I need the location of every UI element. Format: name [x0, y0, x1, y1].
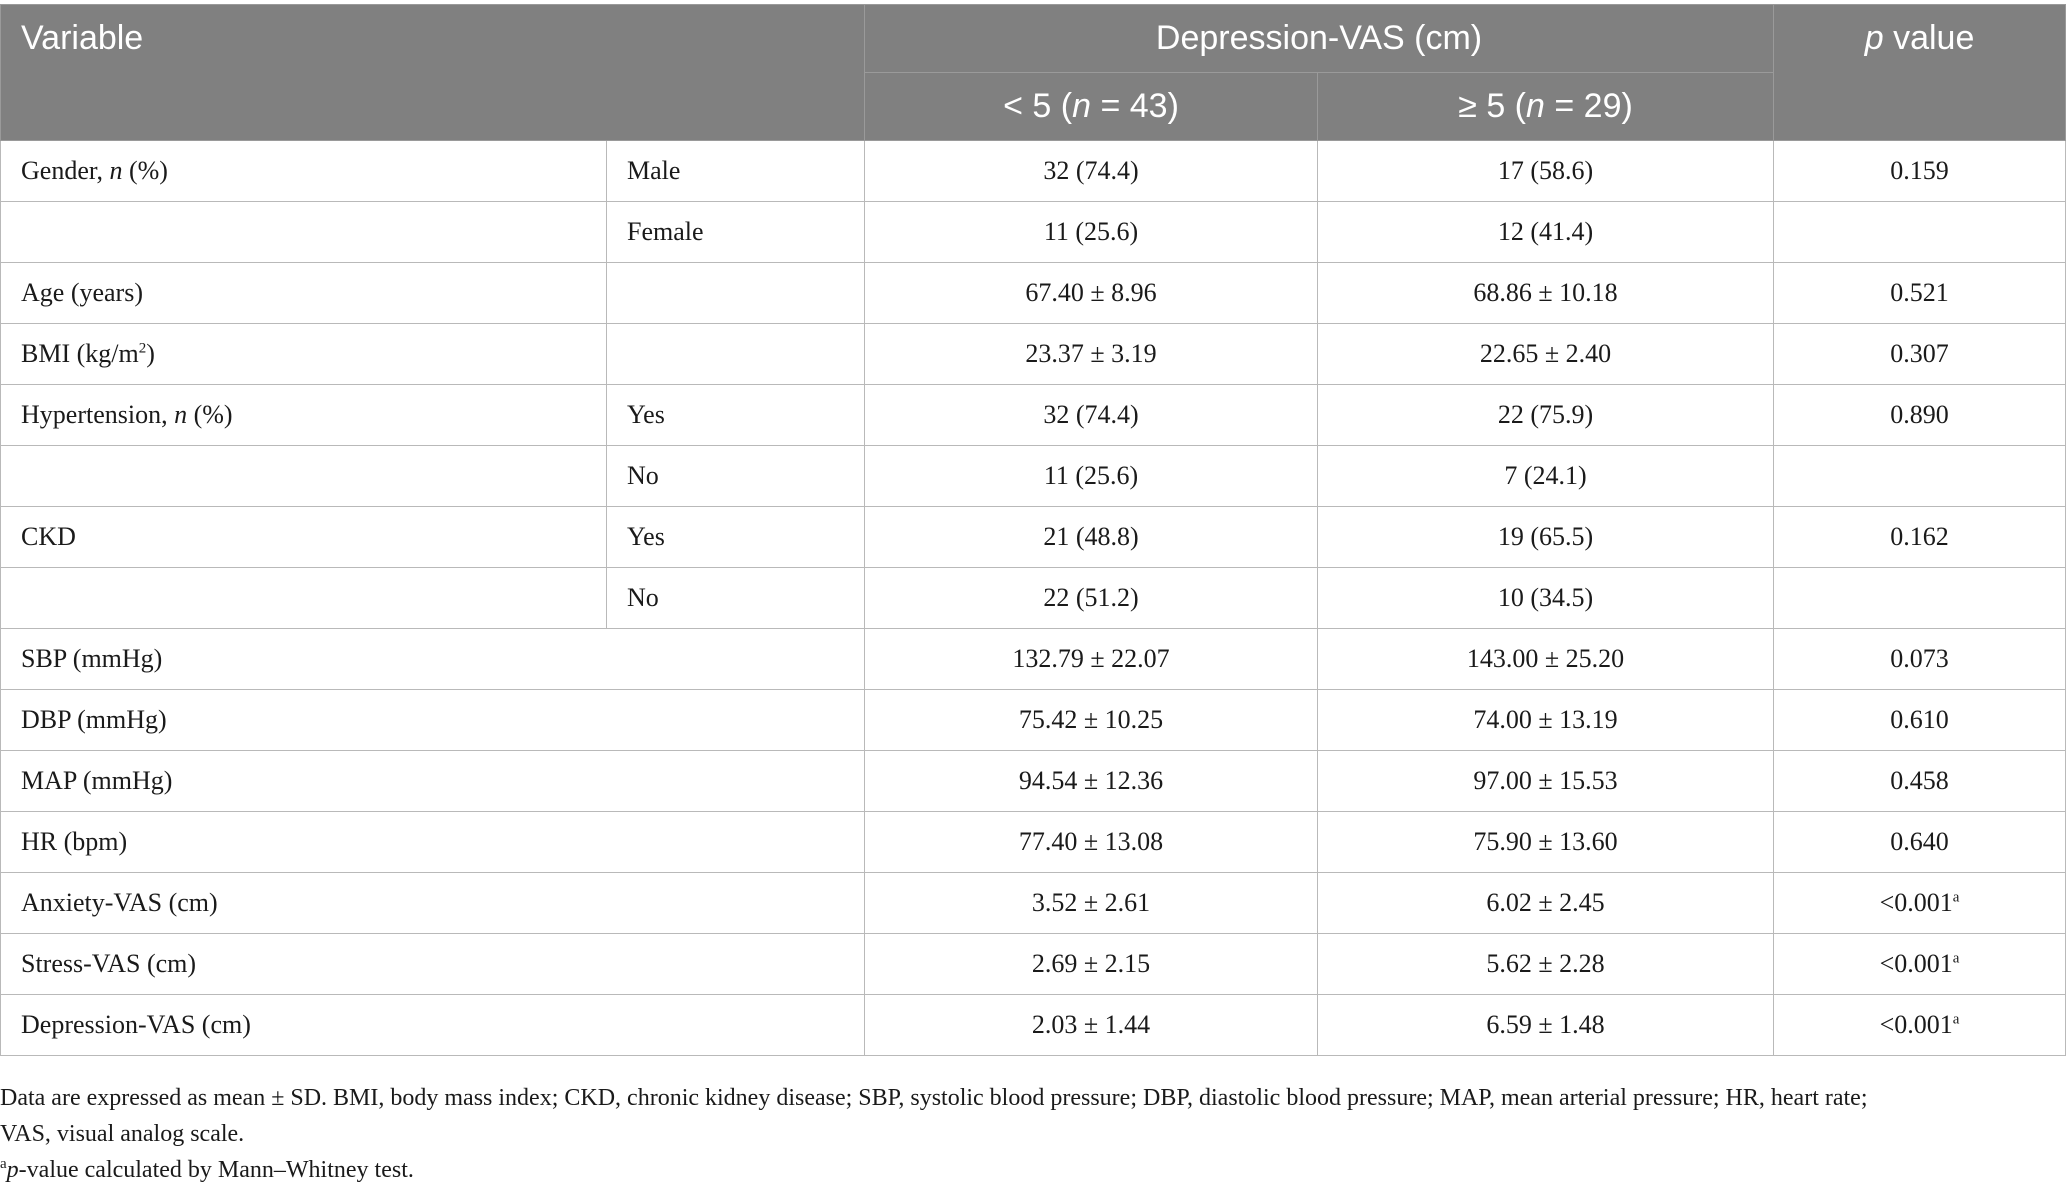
- cell-p-value: 0.307: [1774, 324, 2066, 385]
- cell-group-high: 5.62 ± 2.28: [1318, 934, 1774, 995]
- cell-variable: BMI $(kg/m^2)$: [1, 324, 607, 385]
- cell-variable: Gender, n (%): [1, 141, 607, 202]
- cell-group-high: 74.00 ± 13.19: [1318, 690, 1774, 751]
- cell-group-high: 6.02 ± 2.45: [1318, 873, 1774, 934]
- cell-group-low: 23.37 ± 3.19: [865, 324, 1318, 385]
- cell-variable: Depression-VAS (cm): [1, 995, 865, 1056]
- table-row: [1, 629, 2066, 690]
- table-row: [1, 690, 2066, 751]
- cell-category: [607, 324, 865, 385]
- cell-p-value: 0.521: [1774, 263, 2066, 324]
- cell-group-high: 75.90 ± 13.60: [1318, 812, 1774, 873]
- cell-group-low: 3.52 ± 2.61: [865, 873, 1318, 934]
- cell-variable: Anxiety-VAS (cm): [1, 873, 865, 934]
- cell-category: Yes: [607, 385, 865, 446]
- cell-variable: SBP (mmHg): [1, 629, 865, 690]
- cell-variable: Stress-VAS (cm): [1, 934, 865, 995]
- cell-group-high: 7 (24.1): [1318, 446, 1774, 507]
- cell-variable: MAP (mmHg): [1, 751, 865, 812]
- cell-category: Female: [607, 202, 865, 263]
- cell-group-high: 10 (34.5): [1318, 568, 1774, 629]
- cell-group-high: 6.59 ± 1.48: [1318, 995, 1774, 1056]
- cell-variable: CKD: [1, 507, 607, 568]
- cell-p-value: <0.001$^a$: [1774, 873, 2066, 934]
- cell-p-value: [1774, 568, 2066, 629]
- cell-p-value: <0.001$^a$: [1774, 934, 2066, 995]
- cell-category: Male: [607, 141, 865, 202]
- cell-group-high: 19 (65.5): [1318, 507, 1774, 568]
- cell-group-low: 11 (25.6): [865, 202, 1318, 263]
- header-group-low: < 5 (n = 43): [865, 73, 1318, 141]
- cell-variable: [1, 446, 607, 507]
- table-row: [1, 873, 2066, 934]
- table-row: [1, 446, 2066, 507]
- cell-group-low: 21 (48.8): [865, 507, 1318, 568]
- cell-group-low: 132.79 ± 22.07: [865, 629, 1318, 690]
- header-variable: Variable: [1, 5, 865, 141]
- table-row: [1, 263, 2066, 324]
- table-row: [1, 507, 2066, 568]
- data-table: [0, 4, 2066, 1056]
- cell-category: No: [607, 568, 865, 629]
- cell-group-high: 68.86 ± 10.18: [1318, 263, 1774, 324]
- cell-p-value: 0.159: [1774, 141, 2066, 202]
- header-group-title: Depression-VAS (cm): [865, 5, 1774, 73]
- cell-group-low: 75.42 ± 10.25: [865, 690, 1318, 751]
- header-group-high: ≥ 5 (n = 29): [1318, 73, 1774, 141]
- cell-group-low: 94.54 ± 12.36: [865, 751, 1318, 812]
- table-row: [1, 385, 2066, 446]
- footnote-abbreviations: Data are expressed as mean ± SD. BMI, body mass index; CKD, chronic kidney disease; SBP, systolic blood pressure; DBP, diastolic blood pressure; MAP, mean arterial pressure; HR, heart rate; VAS, visual analog scale.: [0, 1085, 1868, 1147]
- table-row: [1, 202, 2066, 263]
- cell-p-value: 0.162: [1774, 507, 2066, 568]
- cell-p-value: 0.610: [1774, 690, 2066, 751]
- cell-group-low: 2.03 ± 1.44: [865, 995, 1318, 1056]
- cell-category: [607, 263, 865, 324]
- cell-variable: [1, 568, 607, 629]
- cell-variable: [1, 202, 607, 263]
- cell-group-low: 67.40 ± 8.96: [865, 263, 1318, 324]
- cell-p-value: <0.001$^a$: [1774, 995, 2066, 1056]
- cell-group-high: 97.00 ± 15.53: [1318, 751, 1774, 812]
- cell-variable: HR (bpm): [1, 812, 865, 873]
- table-row: [1, 141, 2066, 202]
- table-footnotes: [0, 1080, 2065, 1188]
- cell-group-low: 11 (25.6): [865, 446, 1318, 507]
- cell-p-value: 0.640: [1774, 812, 2066, 873]
- cell-p-value: 0.890: [1774, 385, 2066, 446]
- cell-group-high: 12 (41.4): [1318, 202, 1774, 263]
- table-row: [1, 812, 2066, 873]
- cell-group-high: 22 (75.9): [1318, 385, 1774, 446]
- cell-p-value: 0.073: [1774, 629, 2066, 690]
- table-body: [1, 141, 2066, 1056]
- cell-p-value: [1774, 446, 2066, 507]
- header-p-value: p value: [1774, 5, 2066, 141]
- cell-variable: DBP (mmHg): [1, 690, 865, 751]
- table-row: [1, 995, 2066, 1056]
- cell-group-low: 32 (74.4): [865, 141, 1318, 202]
- table-row: [1, 751, 2066, 812]
- cell-variable: Age (years): [1, 263, 607, 324]
- table-header: [1, 5, 2066, 141]
- table-row: [1, 568, 2066, 629]
- cell-variable: Hypertension, n (%): [1, 385, 607, 446]
- cell-group-low: 2.69 ± 2.15: [865, 934, 1318, 995]
- cell-group-high: 17 (58.6): [1318, 141, 1774, 202]
- cell-p-value: [1774, 202, 2066, 263]
- cell-group-high: 143.00 ± 25.20: [1318, 629, 1774, 690]
- cell-p-value: 0.458: [1774, 751, 2066, 812]
- footnote-mann-whitney: $^a$p-value calculated by Mann–Whitney test.: [0, 1156, 414, 1183]
- cell-category: No: [607, 446, 865, 507]
- cell-group-low: 77.40 ± 13.08: [865, 812, 1318, 873]
- table-row: [1, 934, 2066, 995]
- cell-group-low: 32 (74.4): [865, 385, 1318, 446]
- cell-group-high: 22.65 ± 2.40: [1318, 324, 1774, 385]
- table-row: [1, 324, 2066, 385]
- cell-category: Yes: [607, 507, 865, 568]
- cell-group-low: 22 (51.2): [865, 568, 1318, 629]
